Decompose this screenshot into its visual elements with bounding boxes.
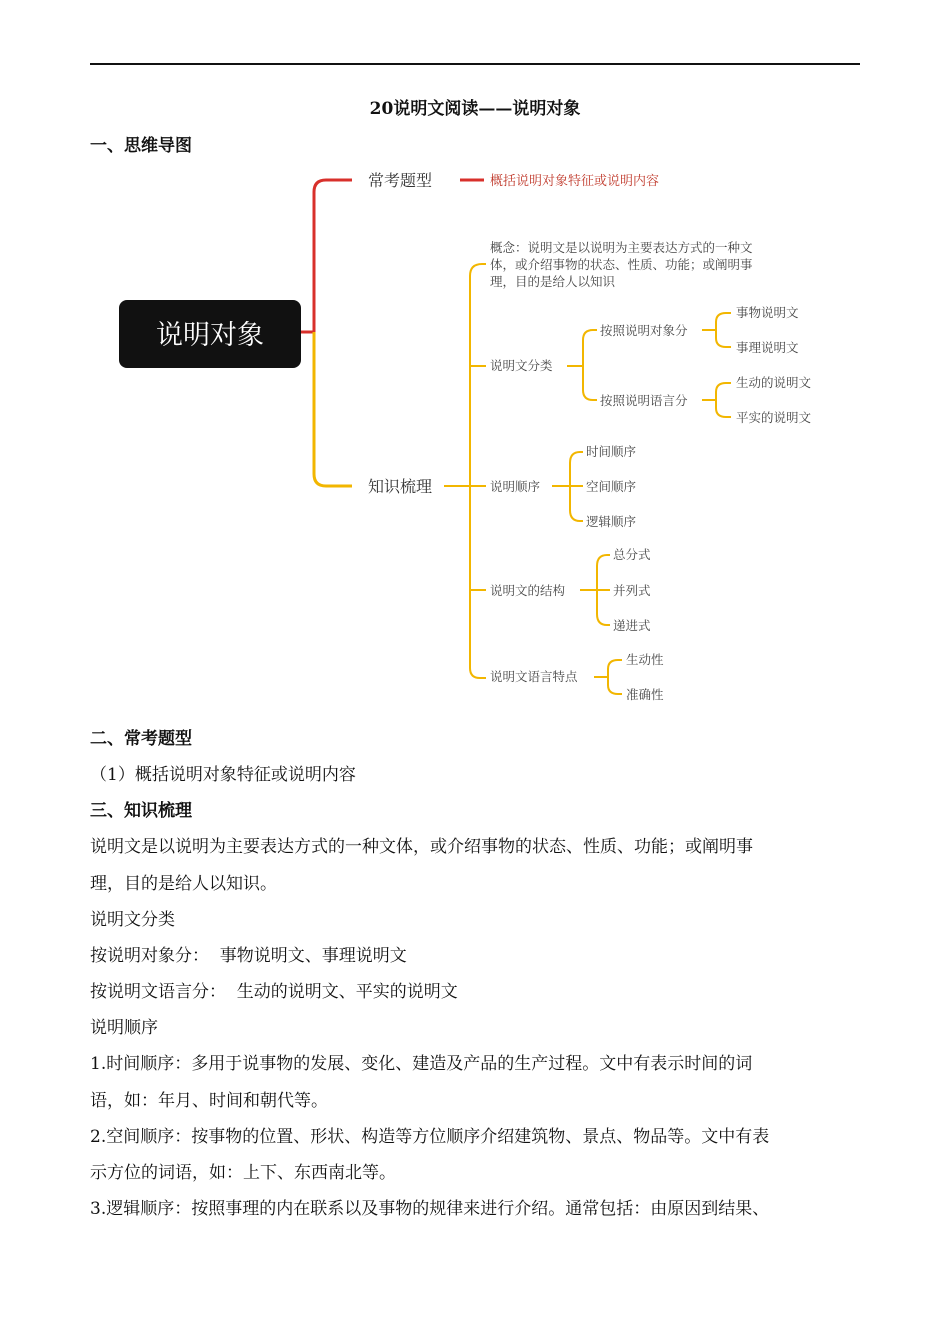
- connector-b2: [314, 332, 352, 486]
- leaf-vividness: 生动性: [626, 652, 664, 667]
- connector-order-1: [570, 452, 583, 486]
- leaf-plain-expository: 平实的说明文: [736, 410, 812, 425]
- exam-item-1: （1）概括说明对象特征或说明内容: [90, 765, 356, 785]
- node-language-features: 说明文语言特点: [490, 669, 578, 684]
- mindmap-root-label: 说明对象: [156, 320, 264, 351]
- concept-line-3: 理，目的是给人以知识: [490, 274, 616, 289]
- section-heading-exam: 二、常考题型: [90, 729, 192, 749]
- connector-lang-2: [716, 400, 731, 417]
- body-line-5: 按说明文语言分： 生动的说明文、平实的说明文: [90, 982, 458, 1002]
- body-line-3: 说明文分类: [90, 910, 175, 930]
- page-title: 20说明文阅读——说明对象: [369, 99, 581, 119]
- connector-cls-lang: [583, 366, 597, 400]
- leaf-accuracy: 准确性: [626, 687, 664, 702]
- concept-line-1: 概念：说明文是以说明为主要表达方式的一种文: [490, 240, 753, 255]
- header-rule: [90, 63, 860, 65]
- leaf-vivid-expository: 生动的说明文: [736, 375, 812, 390]
- concept-line-2: 体，或介绍事物的状态、性质、功能；或阐明事: [490, 257, 753, 272]
- connector-lang: [470, 486, 486, 678]
- body-line-8: 语，如：年月、时间和朝代等。: [90, 1091, 328, 1111]
- node-structure: 说明文的结构: [490, 583, 566, 598]
- body-line-6: 说明顺序: [90, 1018, 158, 1038]
- section-heading-mindmap: 一、思维导图: [90, 136, 192, 156]
- node-by-language: 按照说明语言分: [600, 393, 688, 408]
- body-line-4: 按说明对象分： 事物说明文、事理说明文: [90, 946, 407, 966]
- leaf-reason-expository: 事理说明文: [736, 340, 799, 355]
- leaf-time-order: 时间顺序: [586, 444, 637, 459]
- mindmap-branch-exam: 常考题型: [368, 171, 433, 190]
- body-line-10: 示方位的词语，如：上下、东西南北等。: [90, 1163, 396, 1183]
- leaf-space-order: 空间顺序: [586, 479, 637, 494]
- connector-obj-1: [716, 313, 731, 330]
- mindmap-branch-knowledge: 知识梳理: [368, 477, 433, 496]
- leaf-thing-expository: 事物说明文: [736, 305, 799, 320]
- leaf-general-specific: 总分式: [613, 547, 651, 562]
- body-line-1: 说明文是以说明为主要表达方式的一种文体，或介绍事物的状态、性质、功能；或阐明事: [90, 837, 753, 857]
- mindmap-leaf-summary: 概括说明对象特征或说明内容: [490, 174, 660, 189]
- connector-langf-2: [608, 677, 622, 694]
- leaf-logic-order: 逻辑顺序: [586, 514, 637, 529]
- connector-obj-2: [716, 330, 731, 347]
- connector-concept: [470, 264, 486, 486]
- leaf-progressive: 递进式: [613, 618, 651, 633]
- connector-lang-1: [716, 383, 731, 400]
- node-order: 说明顺序: [490, 479, 541, 494]
- body-line-2: 理，目的是给人以知识。: [90, 874, 277, 894]
- connector-struct-1: [597, 555, 610, 590]
- body-line-9: 2.空间顺序：按事物的位置、形状、构造等方位顺序介绍建筑物、景点、物品等。文中有表: [90, 1127, 770, 1147]
- connector-struct-3: [597, 590, 610, 625]
- body-line-11: 3.逻辑顺序：按照事理的内在联系以及事物的规律来进行介绍。通常包括：由原因到结果、: [90, 1199, 770, 1219]
- leaf-parallel: 并列式: [613, 583, 651, 598]
- connector-cls-obj: [583, 330, 597, 366]
- mind-map: [0, 160, 950, 710]
- connector-b1: [301, 180, 352, 332]
- node-by-object: 按照说明对象分: [600, 323, 688, 338]
- section-heading-knowledge: 三、知识梳理: [90, 801, 192, 821]
- node-classification: 说明文分类: [490, 358, 553, 373]
- body-line-7: 1.时间顺序：多用于说事物的发展、变化、建造及产品的生产过程。文中有表示时间的词: [90, 1054, 753, 1074]
- connector-order-3: [570, 486, 583, 521]
- connector-langf-1: [608, 660, 622, 677]
